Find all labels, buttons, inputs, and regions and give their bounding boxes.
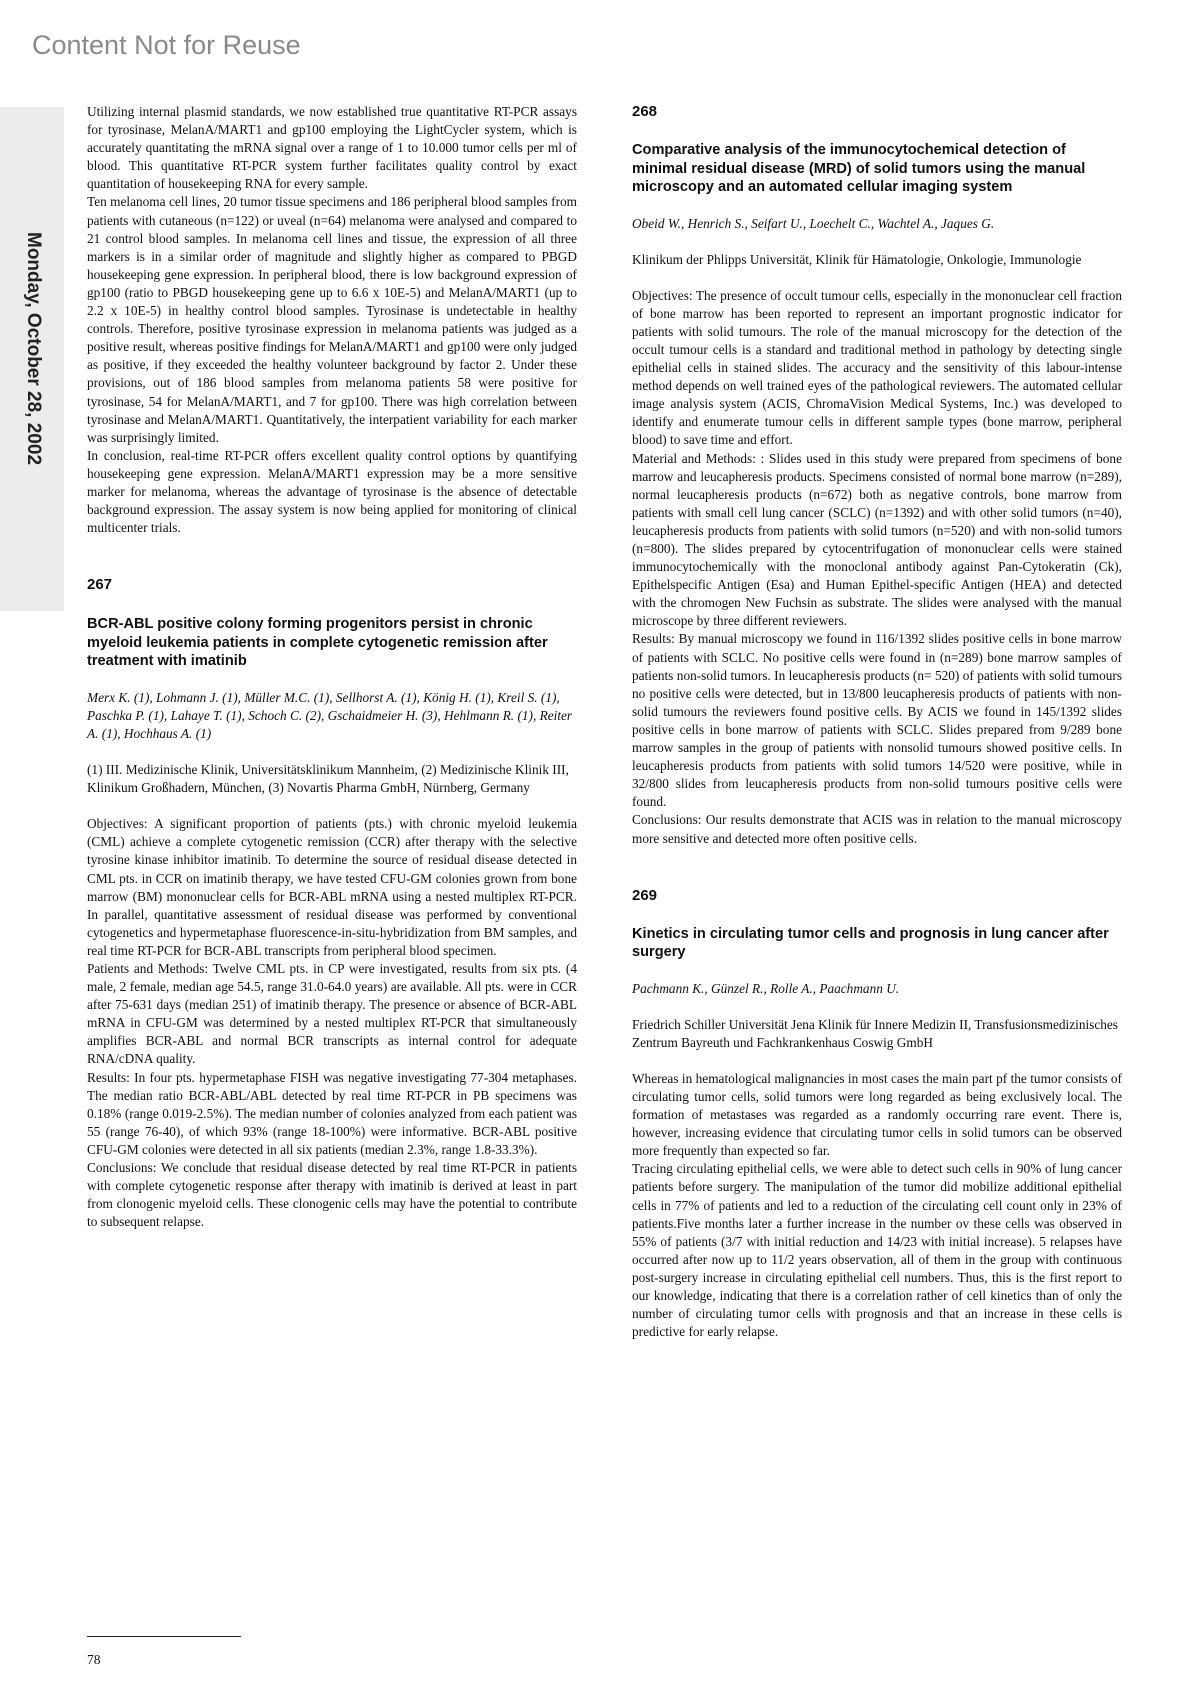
- abstract-paragraph: Material and Methods: : Slides used in this study were prepared from specimens of bone marrow and leucapheresis products. Specimens consisted of normal bone marrow (n=289), normal leucapheresis products (n=672) both as negative controls, bone marrow from patients with small cell lung cancer (SCLC) (n=1392) and with other solid tumors (n=40), leucapheresis products from patients with solid tumors (n=520) and with non-solid tumors (n=800). The slides prepared by cytocentrifugation of mononuclear cells were stained immunocytochemically with the monoclonal antibody against Pan-Cytokeratin (Ck), Epithelspecific Antigen (Esa) and Human Epithel-specific Antigen (HEA) and detected with the chromogen New Fuchsin as substrate. The slides were analysed with the manual microscope by three different reviewers.: [632, 450, 1122, 629]
- page-number: 78: [87, 1652, 101, 1667]
- abstract-paragraph: Conclusions: Our results demonstrate that ACIS was in relation to the manual microscopy more sensitive and detected more often positive cells.: [632, 812, 1122, 846]
- abstract-authors: Merx K. (1), Lohmann J. (1), Müller M.C. (1), Sellhorst A. (1), König H. (1), Kreil S. (1), Paschka P. (1), Lahaye T. (1), Schoch C. (2), Gschaidmeier H. (3), Hehlmann R. (1), Reiter A. (1), Hochhaus A. (1): [87, 689, 573, 741]
- abstract-paragraph: Patients and Methods: Twelve CML pts. in CP were investigated, results from six pts. (4 male, 2 female, median age 54.5, range 31.0-64.0 years) are available. All pts. were in CCR after 75-631 days (median 251) of imatinib therapy. The presence or absence of BCR-ABL mRNA in CFU-GM was determined by a nested multiplex RT-PCR that simultaneously amplifies BCR-ABL and normal BCR transcripts as internal control for adequate RNA/cDNA quality.: [87, 960, 577, 1067]
- intro-paragraph: In conclusion, real-time RT-PCR offers excellent quality control options by quantifying housekeeping gene expression. MelanA/MART1 expression may be a more sensitive marker for melanoma, whereas the advantage of tyrosinase is the absence of detectable background expression. The assay system is now being applied for monitoring of clinical multicenter trials.: [87, 447, 577, 536]
- abstract-body: [632, 1070, 1122, 1341]
- abstract-title: BCR-ABL positive colony forming progenitors persist in chronic myeloid leukemia patients in complete cytogenetic remission after treatment with imatinib: [87, 616, 548, 670]
- abstract-268: [632, 103, 1122, 848]
- abstract-number: 267: [87, 576, 113, 594]
- abstract-title: Comparative analysis of the immunocytochemical detection of minimal residual disease (MRD) of solid tumors using the manual microscopy and an automated cellular imaging system: [632, 142, 1086, 195]
- abstract-affiliation: (1) III. Medizinische Klinik, Universitätsklinikum Mannheim, (2) Medizinische Klinik III, Klinikum Großhadern, München, (3) Novartis Pharma GmbH, Nürnberg, Germany: [87, 762, 569, 796]
- abstract-paragraph: Tracing circulating epithelial cells, we were able to detect such cells in 90% of lung cancer patients before surgery. The manipulation of the tumor did mobilize additional epithelial cells in 77% of patients and led to a reduction of the circulating cell count only in 23% of patients.Five months later a further increase in the number ov these cells was observed in 55% of patients (3/7 with initial reduction and 14/23 with initial increase). 5 relapses have occurred after now up to 11/2 years observation, all of them in the group with continuous post-surgery increase in circulating epithelial cell numbers. Thus, this is the first report to our knowledge, indicating that there is a correlation rather of cell kinetics than of only the number of circulating tumor cells with prognosis and that an increase in these cells is predictive for early relapse.: [632, 1161, 1122, 1340]
- abstract-paragraph: Whereas in hematological malignancies in most cases the main part pf the tumor consists of circulating tumor cells, solid tumors were long regarded as being exclusively local. The formation of metastases was regarded as a randomly occurring rare event. There is, however, increasing evidence that circulating tumor cells in solid tumors can be observed more frequently than expected so far.: [632, 1070, 1122, 1159]
- abstract-paragraph: Results: By manual microscopy we found in 116/1392 slides positive cells in bone marrow of patients with SCLC. No positive cells were found in (n=289) bone marrow samples of patients non-solid tumors. In leucapheresis products (n= 520) of patients with solid tumours no positive cells were detected, but in 13/800 leucapheresis products of patients with non-solid tumours the reviewers found positive cells. By ACIS we found in 145/1392 slides positive cells in bone marrow of patients with SCLC. Slides prepared from 9/289 bone marrow samples in the group of patients with nonsolid tumours showed positive cells. In leucapheresis products from patients with solid tumors 14/520 were positive, while in 32/800 slides from leucapheresis products from non-solid tumours positive cells were found.: [632, 631, 1122, 810]
- abstract-authors: Obeid W., Henrich S., Seifart U., Loechelt C., Wachtel A., Jaques G.: [632, 215, 995, 231]
- abstract-affiliation: Friedrich Schiller Universität Jena Klinik für Innere Medizin II, Transfusionsmedizinisches Zentrum Bayreuth und Fachkrankenhaus Coswig GmbH: [632, 1016, 1118, 1050]
- abstract-body: [87, 815, 577, 1231]
- intro-paragraph: Utilizing internal plasmid standards, we now established true quantitative RT-PCR assays for tyrosinase, MelanA/MART1 and gp100 employing the LightCycler system, which is accurately quantitating the mRNA signal over a range of 1 to 10.000 tumor cells per ml of blood. This quantitative RT-PCR system further facilitates quality control by exact quantitation of housekeeping RNA for every sample.: [87, 104, 577, 192]
- abstract-number: 268: [632, 103, 658, 120]
- abstract-paragraph: Conclusions: We conclude that residual disease detected by real time RT-PCR in patients with complete cytogenetic response after therapy with imatinib is derived at least in part from clonogenic myeloid cells. These clonogenic cells may have the potential to contribute to subsequent relapse.: [87, 1160, 577, 1230]
- footer-rule: [87, 1636, 241, 1637]
- abstract-267: [87, 576, 577, 1231]
- watermark: Content Not for Reuse: [32, 30, 301, 60]
- intro-paragraph: Ten melanoma cell lines, 20 tumor tissue specimens and 186 peripheral blood samples from patients with cutaneous (n=122) or uveal (n=64) melanoma were analysed and compared to 21 control blood samples. In melanoma cell lines and tissue, the expression of all three markers is in a similar order of magnitude and slightly higher as compared to PBGD housekeeping gene expression. In peripheral blood, there is low background expression of gp100 (ratio to PBGD housekeeping gene up to 6.6 x 10E-5) and MelanA/MART1 (up to 2.2 x 10E-5) in healthy control blood samples. Tyrosinase is undetectable in healthy controls. Therefore, positive tyrosinase expression in melanoma patients was judged as a positive result, whereas positive findings for MelanA/MART1 and gp100 were only judged as positive, if they exceeded the healthy volunteer background by factor 2. Under these provisions, out of 186 blood samples from melanoma patients 58 were positive for tyrosinase, 54 for MelanA/MART1, and 7 for gp100. There was high correlation between tyrosinase and MelanA/MART1. Quantitatively, the interpatient variability for each marker was surprisingly limited.: [87, 194, 577, 445]
- abstract-paragraph: Objectives: The presence of occult tumour cells, especially in the mononuclear cell fraction of bone marrow has been reported to represent an important prognostic indicator for patients with solid tumours. The role of the manual microscopy for the detection of the occult tumour cells is a standard and traditional method in pathology by detecting single epithelial cells in stained slides. The accuracy and the sensitivity of this labour-intense method depends on well trained eyes of the pathological reviewers. The automated cellular image analysis system (ACIS, ChromaVision Medical Systems, Inc.) was developed to identify and enumerate tumour cells in different sample types (bone marrow, peripheral blood) to save time and effort.: [632, 287, 1122, 448]
- abstract-paragraph: Objectives: A significant proportion of patients (pts.) with chronic myeloid leukemia (CML) achieve a complete cytogenetic remission (CCR) after therapy with the selective tyrosine kinase inhibitor imatinib. To determine the source of residual disease detected in CML pts. in CCR on imatinib therapy, we have tested CFU-GM colonies grown from bone marrow (BM) mononuclear cells for BCR-ABL mRNA using a nested multiplex RT-PCR. In parallel, quantitative assessment of residual disease was performed by conventional cytogenetics and hypermetaphase fluorescence-in-situ-hybridization from BM samples, and real time RT-PCR for BCR-ABL transcripts from peripheral blood specimen.: [87, 816, 577, 958]
- abstract-body: [632, 287, 1122, 848]
- abstract-269: [632, 887, 1122, 1342]
- abstract-number: 269: [632, 886, 658, 904]
- right-column: [632, 103, 1122, 1341]
- abstract-authors: Pachmann K., Günzel R., Rolle A., Paachmann U.: [632, 980, 900, 996]
- abstract-title: Kinetics in circulating tumor cells and prognosis in lung cancer after surgery: [632, 925, 1109, 961]
- intro-continuation: [87, 103, 577, 537]
- abstract-affiliation: Klinikum der Phlipps Universität, Klinik für Hämatologie, Onkologie, Immunologie: [632, 251, 1082, 267]
- left-column: [87, 103, 577, 1231]
- abstract-paragraph: Results: In four pts. hypermetaphase FISH was negative investigating 77-304 metaphases. The median ratio BCR-ABL/ABL detected by real time RT-PCR in PB specimens was 0.18% (range 0.019-2.5%). The median number of colonies analyzed from each patient was 55 (range 76-40), of which 93% (range 18-100%) were informative. BCR-ABL positive CFU-GM colonies were detected in all six patients (median 2.3%, range 1.8-33.3%).: [87, 1069, 577, 1157]
- side-date: Monday, October 28, 2002: [23, 232, 44, 466]
